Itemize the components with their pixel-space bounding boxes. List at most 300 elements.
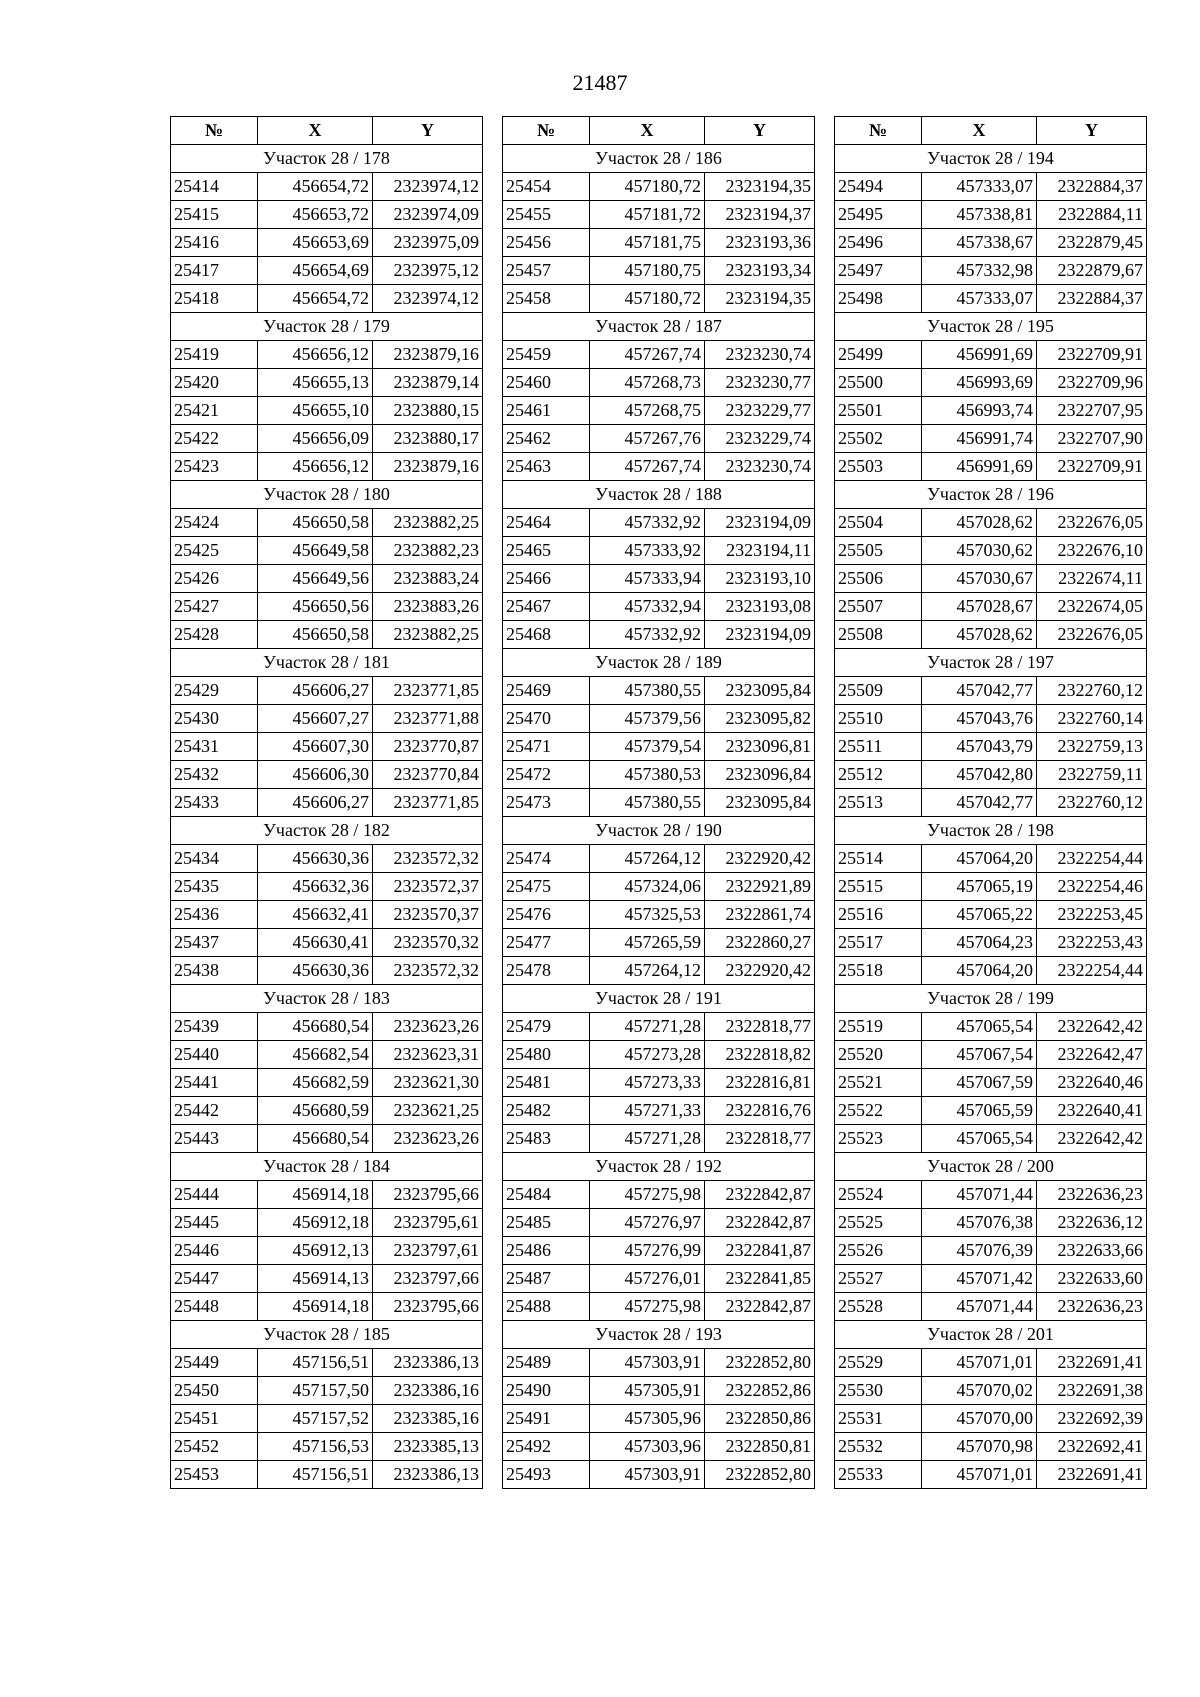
x-coordinate: 457076,38	[922, 1209, 1037, 1237]
x-coordinate: 456656,09	[258, 425, 373, 453]
y-coordinate: 2323095,84	[705, 789, 815, 817]
y-coordinate: 2322636,23	[1037, 1181, 1147, 1209]
y-coordinate: 2322760,12	[1037, 789, 1147, 817]
section-title: Участок 28 / 185	[171, 1321, 483, 1349]
table-row	[835, 1293, 1147, 1321]
section-title: Участок 28 / 197	[835, 649, 1147, 677]
header-y: Y	[1037, 117, 1147, 145]
x-coordinate: 457042,77	[922, 789, 1037, 817]
table-row	[171, 789, 483, 817]
table-row	[503, 201, 815, 229]
table-row	[835, 453, 1147, 481]
table-row	[503, 537, 815, 565]
x-coordinate: 457332,92	[590, 509, 705, 537]
y-coordinate: 2322760,14	[1037, 705, 1147, 733]
point-number: 25434	[171, 845, 258, 873]
point-number: 25464	[503, 509, 590, 537]
point-number: 25465	[503, 537, 590, 565]
x-coordinate: 456650,58	[258, 621, 373, 649]
x-coordinate: 456680,54	[258, 1013, 373, 1041]
y-coordinate: 2323386,13	[373, 1461, 483, 1489]
y-coordinate: 2322860,27	[705, 929, 815, 957]
x-coordinate: 457067,59	[922, 1069, 1037, 1097]
y-coordinate: 2322816,76	[705, 1097, 815, 1125]
y-coordinate: 2322852,80	[705, 1461, 815, 1489]
y-coordinate: 2323194,37	[705, 201, 815, 229]
y-coordinate: 2322852,86	[705, 1377, 815, 1405]
y-coordinate: 2322759,11	[1037, 761, 1147, 789]
point-number: 25487	[503, 1265, 590, 1293]
table-row	[503, 1461, 815, 1489]
point-number: 25462	[503, 425, 590, 453]
table-row	[171, 1041, 483, 1069]
table-row	[171, 845, 483, 873]
y-coordinate: 2322760,12	[1037, 677, 1147, 705]
point-number: 25452	[171, 1433, 258, 1461]
point-number: 25507	[835, 593, 922, 621]
y-coordinate: 2323883,26	[373, 593, 483, 621]
x-coordinate: 457180,72	[590, 173, 705, 201]
y-coordinate: 2323194,35	[705, 173, 815, 201]
point-number: 25423	[171, 453, 258, 481]
point-number: 25463	[503, 453, 590, 481]
table-row	[835, 537, 1147, 565]
table-row	[835, 201, 1147, 229]
x-coordinate: 457028,62	[922, 621, 1037, 649]
y-coordinate: 2322691,38	[1037, 1377, 1147, 1405]
section-title: Участок 28 / 199	[835, 985, 1147, 1013]
point-number: 25437	[171, 929, 258, 957]
table-row	[171, 705, 483, 733]
point-number: 25524	[835, 1181, 922, 1209]
x-coordinate: 457333,94	[590, 565, 705, 593]
section-row	[503, 985, 815, 1013]
point-number: 25496	[835, 229, 922, 257]
table-row	[171, 425, 483, 453]
point-number: 25424	[171, 509, 258, 537]
table-row	[503, 425, 815, 453]
y-coordinate: 2322691,41	[1037, 1461, 1147, 1489]
y-coordinate: 2323095,82	[705, 705, 815, 733]
table-row	[503, 341, 815, 369]
section-title: Участок 28 / 196	[835, 481, 1147, 509]
x-coordinate: 456649,56	[258, 565, 373, 593]
section-title: Участок 28 / 179	[171, 313, 483, 341]
point-number: 25516	[835, 901, 922, 929]
point-number: 25456	[503, 229, 590, 257]
table-row	[503, 901, 815, 929]
point-number: 25428	[171, 621, 258, 649]
y-coordinate: 2322692,39	[1037, 1405, 1147, 1433]
point-number: 25458	[503, 285, 590, 313]
point-number: 25460	[503, 369, 590, 397]
x-coordinate: 456656,12	[258, 453, 373, 481]
y-coordinate: 2323194,09	[705, 509, 815, 537]
section-title: Участок 28 / 191	[503, 985, 815, 1013]
y-coordinate: 2323570,32	[373, 929, 483, 957]
point-number: 25472	[503, 761, 590, 789]
y-coordinate: 2323230,74	[705, 341, 815, 369]
table-row	[503, 845, 815, 873]
point-number: 25443	[171, 1125, 258, 1153]
table-row	[171, 1265, 483, 1293]
x-coordinate: 457042,80	[922, 761, 1037, 789]
header-number: №	[835, 117, 922, 145]
table-row	[835, 1041, 1147, 1069]
x-coordinate: 457268,75	[590, 397, 705, 425]
x-coordinate: 457070,98	[922, 1433, 1037, 1461]
table-row	[835, 257, 1147, 285]
x-coordinate: 457156,53	[258, 1433, 373, 1461]
table-row	[503, 957, 815, 985]
point-number: 25450	[171, 1377, 258, 1405]
point-number: 25470	[503, 705, 590, 733]
y-coordinate: 2322818,77	[705, 1125, 815, 1153]
table-row	[503, 1405, 815, 1433]
x-coordinate: 457157,52	[258, 1405, 373, 1433]
x-coordinate: 457070,02	[922, 1377, 1037, 1405]
table-row	[835, 1377, 1147, 1405]
x-coordinate: 457067,54	[922, 1041, 1037, 1069]
point-number: 25489	[503, 1349, 590, 1377]
point-number: 25431	[171, 733, 258, 761]
section-row	[835, 313, 1147, 341]
section-row	[503, 1153, 815, 1181]
x-coordinate: 457305,96	[590, 1405, 705, 1433]
section-row	[835, 817, 1147, 845]
point-number: 25514	[835, 845, 922, 873]
point-number: 25454	[503, 173, 590, 201]
point-number: 25467	[503, 593, 590, 621]
section-title: Участок 28 / 190	[503, 817, 815, 845]
table-row	[503, 1433, 815, 1461]
x-coordinate: 457303,96	[590, 1433, 705, 1461]
point-number: 25526	[835, 1237, 922, 1265]
section-row	[171, 985, 483, 1013]
section-row	[835, 649, 1147, 677]
table-row	[171, 397, 483, 425]
x-coordinate: 457028,67	[922, 593, 1037, 621]
x-coordinate: 457076,39	[922, 1237, 1037, 1265]
table-row	[171, 201, 483, 229]
table-row	[503, 1181, 815, 1209]
point-number: 25415	[171, 201, 258, 229]
point-number: 25474	[503, 845, 590, 873]
section-row	[171, 1153, 483, 1181]
table-row	[503, 1293, 815, 1321]
x-coordinate: 456682,54	[258, 1041, 373, 1069]
x-coordinate: 457157,50	[258, 1377, 373, 1405]
x-coordinate: 457267,74	[590, 453, 705, 481]
y-coordinate: 2323572,37	[373, 873, 483, 901]
y-coordinate: 2322691,41	[1037, 1349, 1147, 1377]
y-coordinate: 2322633,60	[1037, 1265, 1147, 1293]
x-coordinate: 457338,81	[922, 201, 1037, 229]
table-row	[503, 565, 815, 593]
x-coordinate: 457338,67	[922, 229, 1037, 257]
x-coordinate: 457273,28	[590, 1041, 705, 1069]
table-row	[835, 1125, 1147, 1153]
section-title: Участок 28 / 181	[171, 649, 483, 677]
y-coordinate: 2322707,90	[1037, 425, 1147, 453]
x-coordinate: 456607,27	[258, 705, 373, 733]
point-number: 25521	[835, 1069, 922, 1097]
page-number: 21487	[572, 70, 628, 95]
point-number: 25482	[503, 1097, 590, 1125]
table-row	[835, 845, 1147, 873]
point-number: 25442	[171, 1097, 258, 1125]
x-coordinate: 456991,69	[922, 453, 1037, 481]
point-number: 25478	[503, 957, 590, 985]
section-row	[503, 313, 815, 341]
table-row	[835, 1265, 1147, 1293]
y-coordinate: 2323572,32	[373, 957, 483, 985]
x-coordinate: 456912,18	[258, 1209, 373, 1237]
y-coordinate: 2323193,34	[705, 257, 815, 285]
y-coordinate: 2323570,37	[373, 901, 483, 929]
x-coordinate: 456630,36	[258, 845, 373, 873]
y-coordinate: 2323385,13	[373, 1433, 483, 1461]
point-number: 25492	[503, 1433, 590, 1461]
table-row	[171, 901, 483, 929]
header-row	[171, 117, 483, 145]
table-row	[503, 1209, 815, 1237]
y-coordinate: 2323194,11	[705, 537, 815, 565]
x-coordinate: 457271,28	[590, 1013, 705, 1041]
table-row	[171, 957, 483, 985]
y-coordinate: 2322841,85	[705, 1265, 815, 1293]
y-coordinate: 2323193,36	[705, 229, 815, 257]
y-coordinate: 2323229,74	[705, 425, 815, 453]
y-coordinate: 2322707,95	[1037, 397, 1147, 425]
x-coordinate: 457065,22	[922, 901, 1037, 929]
section-row	[503, 817, 815, 845]
point-number: 25517	[835, 929, 922, 957]
section-title: Участок 28 / 184	[171, 1153, 483, 1181]
y-coordinate: 2322759,13	[1037, 733, 1147, 761]
y-coordinate: 2322884,37	[1037, 173, 1147, 201]
section-row	[835, 145, 1147, 173]
table-row	[835, 621, 1147, 649]
x-coordinate: 456680,54	[258, 1125, 373, 1153]
table-row	[171, 1181, 483, 1209]
y-coordinate: 2322676,10	[1037, 537, 1147, 565]
x-coordinate: 457275,98	[590, 1293, 705, 1321]
y-coordinate: 2323882,25	[373, 509, 483, 537]
table-row	[171, 1293, 483, 1321]
x-coordinate: 456606,27	[258, 789, 373, 817]
table-row	[171, 929, 483, 957]
table-row	[503, 369, 815, 397]
point-number: 25503	[835, 453, 922, 481]
point-number: 25453	[171, 1461, 258, 1489]
point-number: 25509	[835, 677, 922, 705]
table-row	[835, 1069, 1147, 1097]
x-coordinate: 456649,58	[258, 537, 373, 565]
section-title: Участок 28 / 198	[835, 817, 1147, 845]
x-coordinate: 457380,55	[590, 789, 705, 817]
point-number: 25512	[835, 761, 922, 789]
point-number: 25508	[835, 621, 922, 649]
point-number: 25416	[171, 229, 258, 257]
coordinate-table-column-2	[502, 116, 815, 1489]
point-number: 25436	[171, 901, 258, 929]
x-coordinate: 457180,75	[590, 257, 705, 285]
table-row	[503, 453, 815, 481]
y-coordinate: 2322879,67	[1037, 257, 1147, 285]
y-coordinate: 2323770,84	[373, 761, 483, 789]
table-row	[171, 677, 483, 705]
point-number: 25510	[835, 705, 922, 733]
x-coordinate: 457303,91	[590, 1349, 705, 1377]
x-coordinate: 456653,72	[258, 201, 373, 229]
table-row	[835, 1181, 1147, 1209]
x-coordinate: 457325,53	[590, 901, 705, 929]
y-coordinate: 2322921,89	[705, 873, 815, 901]
table-row	[503, 1097, 815, 1125]
table-row	[503, 1069, 815, 1097]
y-coordinate: 2322633,66	[1037, 1237, 1147, 1265]
x-coordinate: 456914,13	[258, 1265, 373, 1293]
y-coordinate: 2323621,25	[373, 1097, 483, 1125]
x-coordinate: 457276,99	[590, 1237, 705, 1265]
table-row	[503, 873, 815, 901]
y-coordinate: 2322842,87	[705, 1209, 815, 1237]
table-row	[835, 285, 1147, 313]
point-number: 25459	[503, 341, 590, 369]
point-number: 25494	[835, 173, 922, 201]
x-coordinate: 456654,72	[258, 173, 373, 201]
section-title: Участок 28 / 183	[171, 985, 483, 1013]
table-row	[835, 341, 1147, 369]
point-number: 25446	[171, 1237, 258, 1265]
table-row	[835, 509, 1147, 537]
x-coordinate: 457271,33	[590, 1097, 705, 1125]
point-number: 25497	[835, 257, 922, 285]
y-coordinate: 2322818,82	[705, 1041, 815, 1069]
y-coordinate: 2322674,11	[1037, 565, 1147, 593]
point-number: 25479	[503, 1013, 590, 1041]
section-title: Участок 28 / 193	[503, 1321, 815, 1349]
section-title: Участок 28 / 200	[835, 1153, 1147, 1181]
x-coordinate: 457030,62	[922, 537, 1037, 565]
table-row	[503, 733, 815, 761]
point-number: 25461	[503, 397, 590, 425]
x-coordinate: 456912,13	[258, 1237, 373, 1265]
section-row	[835, 1321, 1147, 1349]
x-coordinate: 457181,72	[590, 201, 705, 229]
x-coordinate: 457065,54	[922, 1013, 1037, 1041]
point-number: 25519	[835, 1013, 922, 1041]
table-row	[835, 929, 1147, 957]
x-coordinate: 457030,67	[922, 565, 1037, 593]
table-row	[835, 901, 1147, 929]
section-row	[503, 481, 815, 509]
y-coordinate: 2323572,32	[373, 845, 483, 873]
table-row	[171, 1405, 483, 1433]
header-row	[503, 117, 815, 145]
table-row	[171, 257, 483, 285]
point-number: 25418	[171, 285, 258, 313]
table-row	[171, 341, 483, 369]
y-coordinate: 2322850,81	[705, 1433, 815, 1461]
table-row	[835, 593, 1147, 621]
x-coordinate: 456632,36	[258, 873, 373, 901]
x-coordinate: 456607,30	[258, 733, 373, 761]
y-coordinate: 2322841,87	[705, 1237, 815, 1265]
x-coordinate: 457064,20	[922, 957, 1037, 985]
point-number: 25469	[503, 677, 590, 705]
point-number: 25504	[835, 509, 922, 537]
point-number: 25457	[503, 257, 590, 285]
section-title: Участок 28 / 201	[835, 1321, 1147, 1349]
y-coordinate: 2323883,24	[373, 565, 483, 593]
x-coordinate: 457156,51	[258, 1461, 373, 1489]
table-row	[171, 1237, 483, 1265]
section-row	[171, 817, 483, 845]
x-coordinate: 457303,91	[590, 1461, 705, 1489]
y-coordinate: 2322884,11	[1037, 201, 1147, 229]
table-row	[835, 1237, 1147, 1265]
x-coordinate: 457276,97	[590, 1209, 705, 1237]
y-coordinate: 2322920,42	[705, 845, 815, 873]
table-row	[503, 621, 815, 649]
section-row	[171, 1321, 483, 1349]
y-coordinate: 2323623,26	[373, 1013, 483, 1041]
y-coordinate: 2322636,23	[1037, 1293, 1147, 1321]
y-coordinate: 2323975,12	[373, 257, 483, 285]
point-number: 25500	[835, 369, 922, 397]
point-number: 25480	[503, 1041, 590, 1069]
table-row	[171, 173, 483, 201]
x-coordinate: 456682,59	[258, 1069, 373, 1097]
point-number: 25419	[171, 341, 258, 369]
y-coordinate: 2323771,88	[373, 705, 483, 733]
point-number: 25466	[503, 565, 590, 593]
point-number: 25515	[835, 873, 922, 901]
x-coordinate: 456993,74	[922, 397, 1037, 425]
point-number: 25511	[835, 733, 922, 761]
x-coordinate: 456650,56	[258, 593, 373, 621]
table-row	[835, 565, 1147, 593]
y-coordinate: 2322254,44	[1037, 845, 1147, 873]
point-number: 25439	[171, 1013, 258, 1041]
point-number: 25481	[503, 1069, 590, 1097]
table-row	[835, 1097, 1147, 1125]
x-coordinate: 457324,06	[590, 873, 705, 901]
table-row	[171, 565, 483, 593]
y-coordinate: 2322640,46	[1037, 1069, 1147, 1097]
y-coordinate: 2322816,81	[705, 1069, 815, 1097]
x-coordinate: 456914,18	[258, 1293, 373, 1321]
y-coordinate: 2322640,41	[1037, 1097, 1147, 1125]
table-row	[171, 733, 483, 761]
table-row	[503, 593, 815, 621]
section-row	[835, 481, 1147, 509]
x-coordinate: 457333,07	[922, 173, 1037, 201]
x-coordinate: 457268,73	[590, 369, 705, 397]
table-row	[835, 229, 1147, 257]
table-row	[835, 397, 1147, 425]
table-row	[835, 789, 1147, 817]
y-coordinate: 2323771,85	[373, 677, 483, 705]
section-row	[503, 1321, 815, 1349]
table-row	[171, 1377, 483, 1405]
x-coordinate: 456630,36	[258, 957, 373, 985]
y-coordinate: 2323797,66	[373, 1265, 483, 1293]
y-coordinate: 2323386,13	[373, 1349, 483, 1377]
point-number: 25471	[503, 733, 590, 761]
